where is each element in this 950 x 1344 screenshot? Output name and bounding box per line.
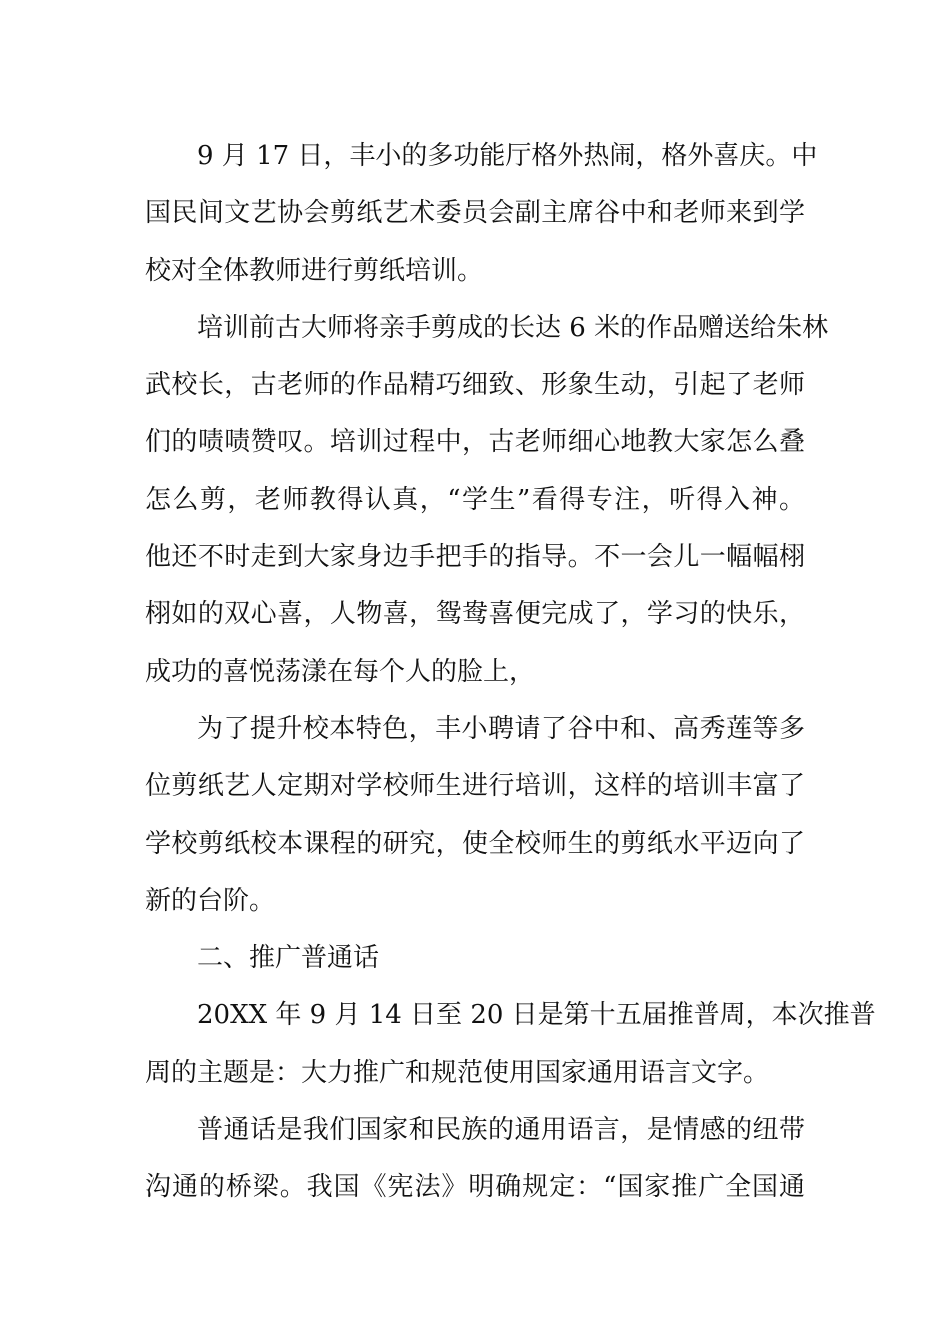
text-line: 学校剪纸校本课程的研究，使全校师生的剪纸水平迈向了 [145,828,805,859]
text-line: 9 月 17 日，丰小的多功能厅格外热闹，格外喜庆。中 [197,141,818,171]
text-line: 们的啧啧赞叹。培训过程中，古老师细心地教大家怎么叠 [145,427,805,458]
text-line: 培训前古大师将亲手剪成的长达 6 米的作品赠送给朱林 [197,312,829,343]
text-line: 位剪纸艺人定期对学校师生进行培训，这样的培训丰富了 [145,771,805,802]
text-line: 二、推广普通话 [197,943,380,974]
text-line: 他还不时走到大家身边手把手的指导。不一会儿一幅幅栩 [145,542,805,573]
text-line: 普通话是我们国家和民族的通用语言，是情感的纽带 [197,1115,805,1146]
text-line: 新的台阶。 [145,885,276,916]
text-line: 周的主题是：大力推广和规范使用国家通用语言文字。 [145,1057,770,1088]
text-line: 为了提升校本特色，丰小聘请了谷中和、高秀莲等多 [197,713,805,744]
text-line: 国民间文艺协会剪纸艺术委员会副主席谷中和老师来到学 [145,198,805,229]
text-line: 怎么剪，老师教得认真，“学生”看得专注，听得入神。 [145,484,805,515]
text-line: 校对全体教师进行剪纸培训。 [145,255,484,286]
text-line: 成功的喜悦荡漾在每个人的脸上， [145,656,536,687]
document-body [145,128,876,1217]
text-line: 栩如的双心喜，人物喜，鸳鸯喜便完成了，学习的快乐， [145,599,805,630]
text-line: 沟通的桥梁。我国《宪法》明确规定：“国家推广全国通 [145,1172,805,1203]
text-line: 武校长，古老师的作品精巧细致、形象生动，引起了老师 [145,370,805,401]
text-line: 20XX 年 9 月 14 日至 20 日是第十五届推普周，本次推普 [197,1000,876,1031]
